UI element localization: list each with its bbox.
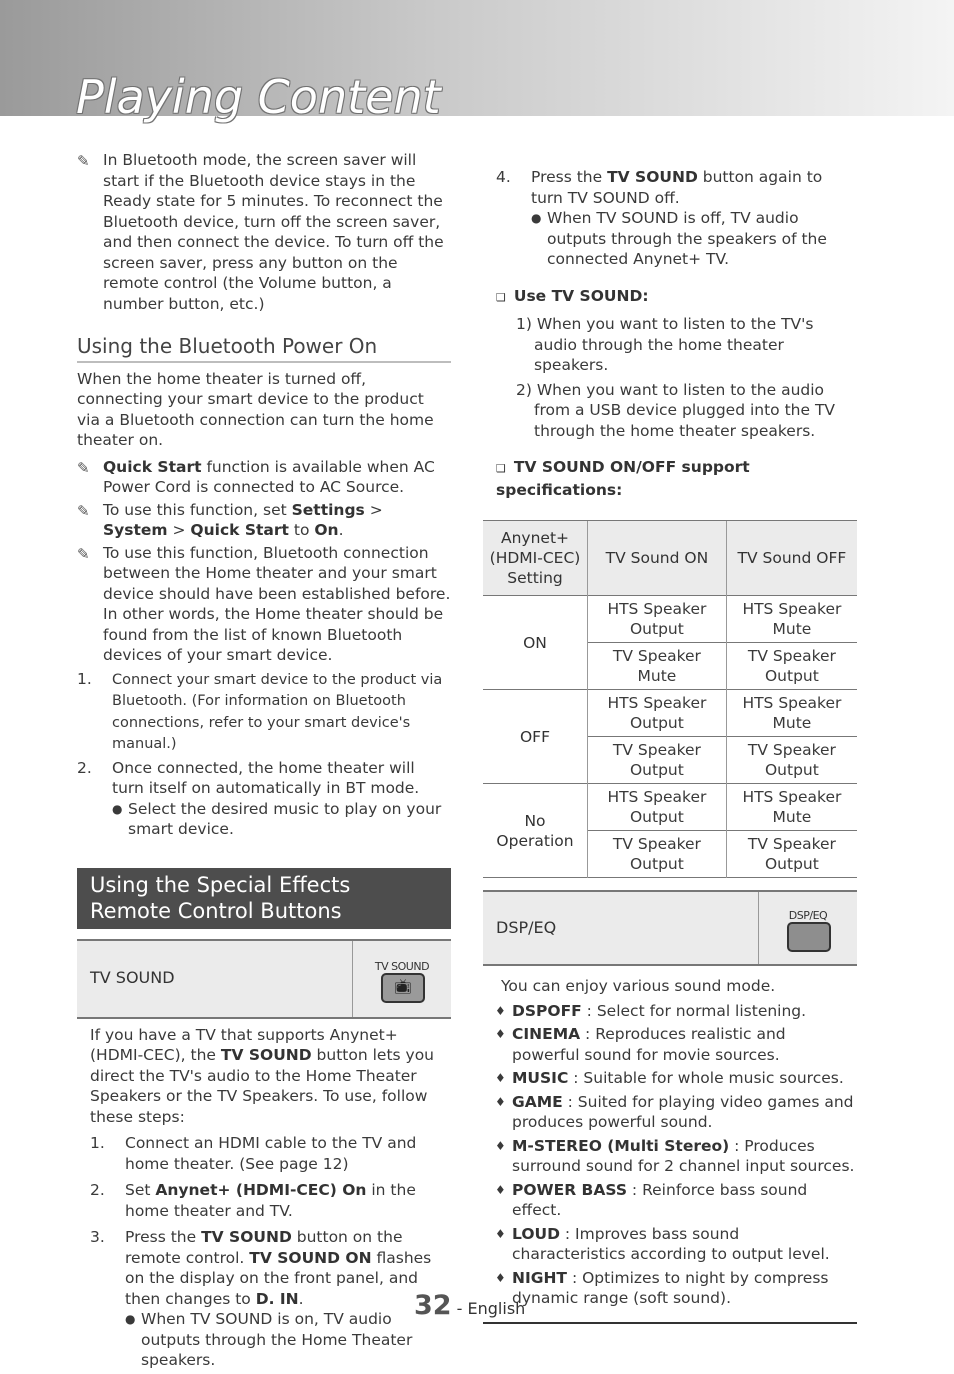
sound-mode-name: GAME	[512, 1092, 563, 1111]
table-cell: TV Speaker Mute	[588, 643, 727, 690]
bluetooth-screensaver-note: ✎ In Bluetooth mode, the screen saver will start if the Bluetooth device stays in the Ready state for 5 minutes. To reconnect the Bluetooth device, turn off the screen saver, and then connect the device. To turn off the screen saver, press any button on the remote control (the Volume button, a number button, etc.)	[77, 151, 444, 313]
diamond-bullet-icon: ♦	[495, 1003, 506, 1018]
bt-step-2-bullet: ● Select the desired music to play on your smart device.	[112, 799, 442, 838]
bluetooth-power-body: When the home theater is turned off, connecting your smart device to the product via a Bluetooth connection can turn the home theater on.	[77, 369, 434, 449]
table-cell: TV Speaker Output	[726, 643, 857, 690]
table-header: TV Sound ON	[588, 521, 727, 596]
diamond-bullet-icon: ♦	[495, 1226, 506, 1241]
tv-sound-step-2: 2. Set Anynet+ (HDMI-CEC) On in the home theater and TV.	[90, 1181, 416, 1220]
page-title: Playing Content	[76, 70, 441, 124]
page-number: 32	[414, 1290, 452, 1321]
table-header-row	[483, 521, 857, 596]
bt-step-2: 2. Once connected, the home theater will turn itself on automatically in BT mode. ● Select the desired music to play on your smart device.	[77, 758, 451, 840]
spec-heading: ❑ TV SOUND ON/OFF support specifications:	[496, 458, 750, 499]
table-row-setting: OFF	[483, 690, 588, 784]
header-band	[0, 0, 954, 124]
sound-mode-list	[483, 1001, 857, 1324]
sound-mode-item	[483, 1068, 857, 1089]
sound-mode-name: M-STEREO (Multi Stereo)	[512, 1136, 730, 1155]
table-cell: TV Speaker Output	[726, 831, 857, 878]
table-row	[483, 596, 857, 643]
diamond-bullet-icon: ♦	[495, 1138, 506, 1153]
sound-mode-desc: : Produces surround sound for 2 channel input sources.	[512, 1136, 855, 1175]
tv-sound-step-3-bullet: ● When TV SOUND is on, TV audio outputs through the Home Theater speakers.	[125, 1310, 413, 1369]
dsp-eq-label: DSP/EQ	[496, 917, 557, 937]
table-header: Anynet+ (HDMI-CEC) Setting	[483, 521, 588, 596]
dsp-intro: You can enjoy various sound mode.	[501, 977, 776, 995]
table-cell: HTS Speaker Mute	[726, 690, 857, 737]
sound-mode-name: CINEMA	[512, 1025, 581, 1043]
dsp-eq-key-caption: DSP/EQ	[788, 909, 828, 922]
sound-mode-desc: : Reproduces realistic and powerful sound for movie sources.	[512, 1025, 786, 1064]
tv-sound-spec-table	[483, 520, 857, 878]
table-row	[483, 784, 857, 831]
sound-mode-desc: : Select for normal listening.	[581, 1001, 807, 1020]
checkbox-square-icon: ❑	[496, 462, 506, 475]
quick-start-note: ✎ Quick Start function is available when AC Power Cord is connected to AC Source.	[77, 457, 435, 496]
pencil-note-icon: ✎	[77, 544, 90, 563]
tv-icon: 📺︎	[381, 973, 425, 1003]
footer-language: - English	[451, 1299, 526, 1318]
special-effects-section-heading: Using the Special Effects Remote Control Buttons	[77, 868, 451, 929]
sound-mode-name: LOUD	[512, 1224, 560, 1243]
pencil-note-icon: ✎	[77, 458, 90, 477]
tv-sound-key-illustration	[352, 941, 451, 1017]
sound-mode-item	[483, 1180, 857, 1221]
diamond-bullet-icon: ♦	[495, 1027, 506, 1041]
bluetooth-power-heading: Using the Bluetooth Power On	[77, 336, 451, 363]
sound-mode-desc: : Suited for playing video games and produces powerful sound.	[512, 1092, 854, 1131]
tv-sound-button-box	[77, 939, 451, 1019]
right-column	[483, 164, 857, 1324]
settings-path-note: ✎ To use this function, set Settings > System > Quick Start to On.	[77, 500, 383, 539]
sound-mode-name: POWER BASS	[512, 1180, 627, 1199]
use-case-2: 2) When you want to listen to the audio from a USB device plugged into the TV through the home theater speakers.	[516, 380, 836, 440]
sound-mode-name: NIGHT	[512, 1268, 568, 1287]
sound-mode-item	[483, 1268, 857, 1309]
sound-mode-name: DSPOFF	[512, 1001, 582, 1020]
use-case-1: 1) When you want to listen to the TV's audio through the home theater speakers.	[516, 315, 814, 374]
sound-mode-item	[483, 1092, 857, 1133]
pencil-note-icon: ✎	[77, 152, 90, 170]
checkbox-square-icon: ❑	[496, 290, 506, 304]
table-cell: HTS Speaker Mute	[726, 596, 857, 643]
page-footer	[414, 1290, 525, 1321]
dsp-eq-key-illustration	[758, 892, 857, 964]
table-cell: HTS Speaker Output	[588, 596, 727, 643]
table-cell: TV Speaker Output	[588, 737, 727, 784]
table-cell: TV Speaker Output	[588, 831, 727, 878]
sound-mode-desc: : Suitable for whole music sources.	[568, 1069, 844, 1087]
tv-sound-step-1: 1. Connect an HDMI cable to the TV and home theater. (See page 12)	[90, 1134, 417, 1173]
tv-sound-key-caption: TV SOUND	[374, 959, 430, 973]
dsp-eq-key-icon	[787, 922, 831, 952]
tv-sound-step-3: 3. Press the TV SOUND button on the remote control. TV SOUND ON flashes on the display on the front panel, and then changes to D. IN. ● When TV SOUND is on, TV audio outputs through the Home Theater speakers.	[90, 1227, 451, 1371]
diamond-bullet-icon: ♦	[495, 1182, 506, 1197]
sound-mode-name: MUSIC	[512, 1069, 569, 1087]
bullet-dot-icon: ●	[112, 801, 123, 816]
use-tv-sound-heading: ❑ Use TV SOUND:	[496, 286, 649, 305]
table-row-setting: ON	[483, 596, 588, 690]
table-cell: HTS Speaker Output	[588, 784, 727, 831]
table-row	[483, 690, 857, 737]
table-header: TV Sound OFF	[726, 521, 857, 596]
table-cell: HTS Speaker Mute	[726, 784, 857, 831]
diamond-bullet-icon: ♦	[495, 1071, 506, 1085]
pencil-note-icon: ✎	[77, 501, 90, 520]
diamond-bullet-icon: ♦	[495, 1094, 506, 1109]
diamond-bullet-icon: ♦	[495, 1270, 506, 1285]
bullet-dot-icon: ●	[531, 211, 542, 225]
tv-sound-step-4: 4. Press the TV SOUND button again to turn TV SOUND off. ● When TV SOUND is off, TV audio outputs through the speakers of the connected Anynet+ TV.	[496, 167, 857, 270]
tv-sound-label: TV SOUND	[90, 968, 175, 988]
table-row-setting: No Operation	[483, 784, 588, 878]
sound-mode-desc: : Reinforce bass sound effect.	[512, 1180, 808, 1219]
sound-mode-item	[483, 1224, 857, 1265]
left-column	[77, 150, 451, 1374]
sound-mode-item	[483, 1024, 857, 1065]
dsp-eq-button-box	[483, 890, 857, 966]
tv-sound-step-4-bullet: ● When TV SOUND is off, TV audio outputs through the speakers of the connected Anynet+ TV.	[531, 209, 827, 268]
sound-mode-item	[483, 1001, 857, 1022]
table-cell: HTS Speaker Output	[588, 690, 727, 737]
sound-mode-desc: : Optimizes to night by compress dynamic range (soft sound).	[512, 1268, 829, 1307]
bt-step-1: 1. Connect your smart device to the product via Bluetooth. (For information on Bluetooth connections, refer to your smart device's manual.)	[77, 669, 443, 752]
sound-mode-desc: : Improves bass sound characteristics according to output level.	[512, 1224, 830, 1263]
bullet-dot-icon: ●	[125, 1312, 136, 1326]
tv-sound-description: If you have a TV that supports Anynet+ (HDMI-CEC), the TV SOUND button lets you direct the TV's audio to the Home Theater Speakers or the TV Speakers. To use, follow these steps: 1. Connect an HDMI cable to the TV and home theater. (See page 12) 2. Set Anynet+ (HDMI-CEC) On in the home theater and TV. 3. Press the TV SOUND button on the remote control. TV SOUND ON flashes on the display on the front panel, and then changes to D. IN. ● When TV SOUND is on, TV audio outputs through the Home Theater speakers.	[77, 1025, 451, 1371]
table-cell: TV Speaker Output	[726, 737, 857, 784]
pairing-note: ✎ To use this function, Bluetooth connection between the Home theater and your smart device should have been established before. In other words, the Home theater should be found from the list of known Bluetooth devices of your smart device.	[77, 543, 451, 664]
sound-mode-item	[483, 1136, 857, 1177]
